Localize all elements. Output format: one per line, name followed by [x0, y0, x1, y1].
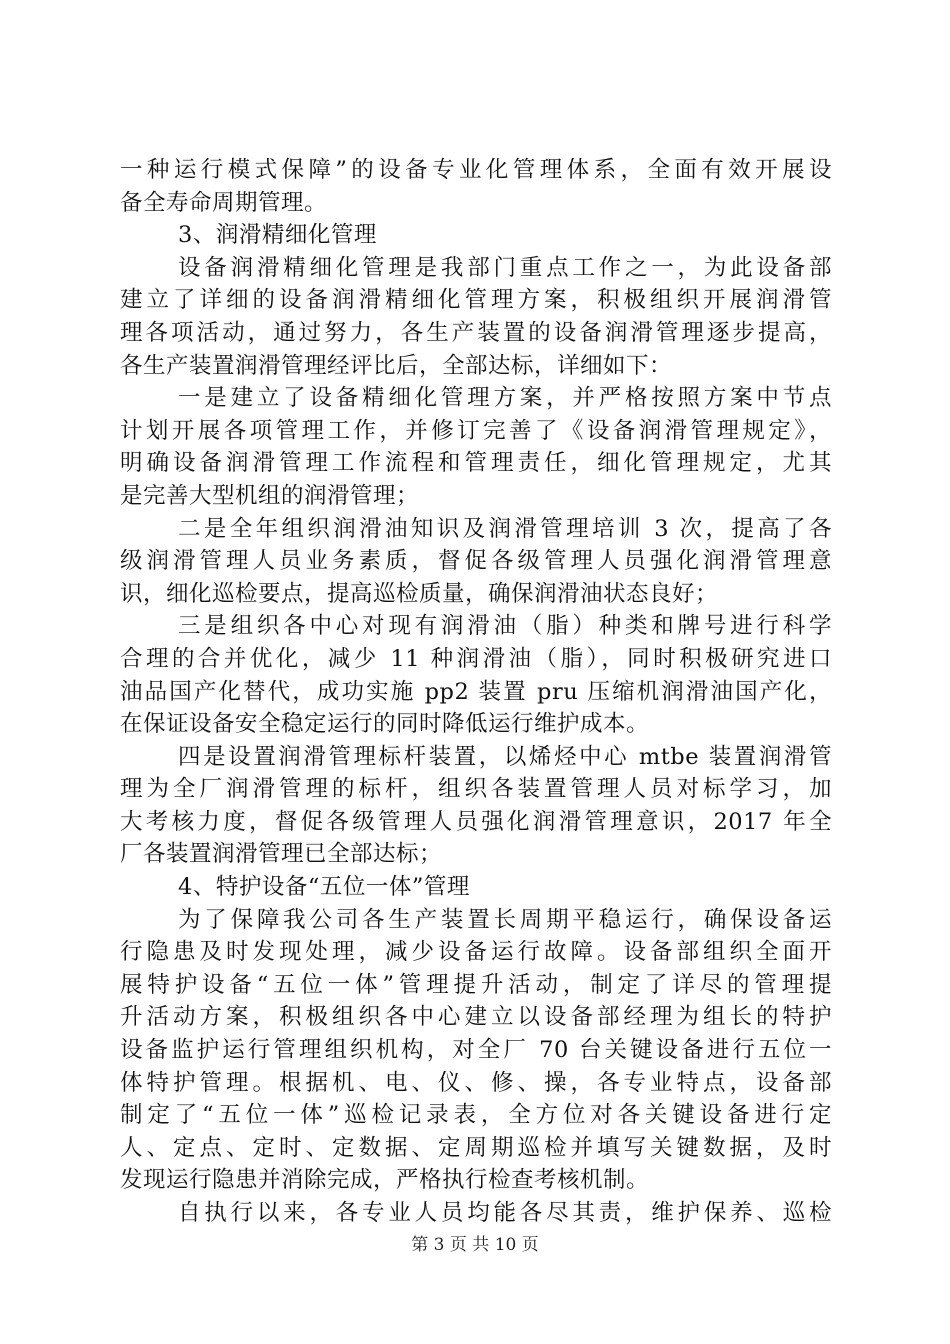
text-line: 理为全厂润滑管理的标杆，组织各装置管理人员对标学习，加: [120, 776, 832, 803]
document-body: [120, 154, 832, 1230]
text-line: 二是全年组织润滑油知识及润滑管理培训 3 次，提高了各: [178, 515, 832, 542]
text-line: 理各项活动，通过努力，各生产装置的设备润滑管理逐步提高，: [120, 319, 832, 346]
section-heading: 3、润滑精细化管理: [178, 222, 377, 249]
page-footer: 第 3 页 共 10 页: [411, 1235, 539, 1255]
text-line: 明确设备润滑管理工作流程和管理责任，细化管理规定，尤其: [120, 450, 832, 477]
text-line: 厂各装置润滑管理已全部达标；: [120, 841, 443, 868]
text-line: 行隐患及时发现处理，减少设备运行故障。设备部组织全面开: [120, 939, 832, 966]
text-line: 四是设置润滑管理标杆装置，以烯烃中心 mtbe 装置润滑管: [178, 743, 832, 770]
text-line: 一种运行模式保障”的设备专业化管理体系，全面有效开展设: [120, 157, 832, 183]
text-line: 各生产装置润滑管理经评比后，全部达标，详细如下：: [120, 352, 673, 379]
text-line: 发现运行隐患并消除完成，严格执行检查考核机制。: [120, 1167, 650, 1194]
text-line: 体特护管理。根据机、电、仪、修、操，各专业特点，设备部: [120, 1069, 832, 1096]
text-line: 设备监护运行管理组织机构，对全厂 70 台关键设备进行五位一: [120, 1037, 832, 1064]
text-line: 在保证设备安全稳定运行的同时降低运行维护成本。: [120, 711, 650, 738]
text-line: 大考核力度，督促各级管理人员强化润滑管理意识，2017 年全: [120, 808, 832, 835]
text-line: 一是建立了设备精细化管理方案，并严格按照方案中节点: [178, 385, 832, 412]
text-line: 建立了详细的设备润滑精细化管理方案，积极组织开展润滑管: [120, 287, 832, 314]
text-line: 人、定点、定时、定数据、定周期巡检并填写关键数据，及时: [120, 1134, 832, 1161]
text-line: 三是组织各中心对现有润滑油（脂）种类和牌号进行科学: [178, 613, 832, 640]
text-line: 为了保障我公司各生产装置长周期平稳运行，确保设备运: [178, 906, 832, 933]
text-line: 级润滑管理人员业务素质，督促各级管理人员强化润滑管理意: [120, 548, 832, 575]
text-line: 设备润滑精细化管理是我部门重点工作之一，为此设备部: [178, 254, 832, 281]
text-line: 展特护设备“五位一体”管理提升活动，制定了详尽的管理提: [120, 971, 832, 998]
text-line: 识，细化巡检要点，提高巡检质量，确保润滑油状态良好；: [120, 580, 719, 607]
text-line: 合理的合并优化，减少 11 种润滑油（脂），同时积极研究进口: [120, 645, 832, 672]
text-line: 是完善大型机组的润滑管理；: [120, 482, 420, 509]
text-line: 自执行以来，各专业人员均能各尽其责，维护保养、巡检: [178, 1200, 832, 1226]
text-line: 升活动方案，积极组织各中心建立以设备部经理为组长的特护: [120, 1004, 832, 1031]
text-line: 油品国产化替代，成功实施 pp2 装置 pru 压缩机润滑油国产化，: [120, 678, 832, 705]
text-line: 制定了“五位一体”巡检记录表，全方位对各关键设备进行定: [120, 1102, 832, 1129]
text-line: 备全寿命周期管理。: [120, 189, 328, 216]
text-line: 计划开展各项管理工作，并修订完善了《设备润滑管理规定》，: [120, 417, 832, 444]
section-heading: 4、特护设备“五位一体”管理: [178, 874, 470, 901]
